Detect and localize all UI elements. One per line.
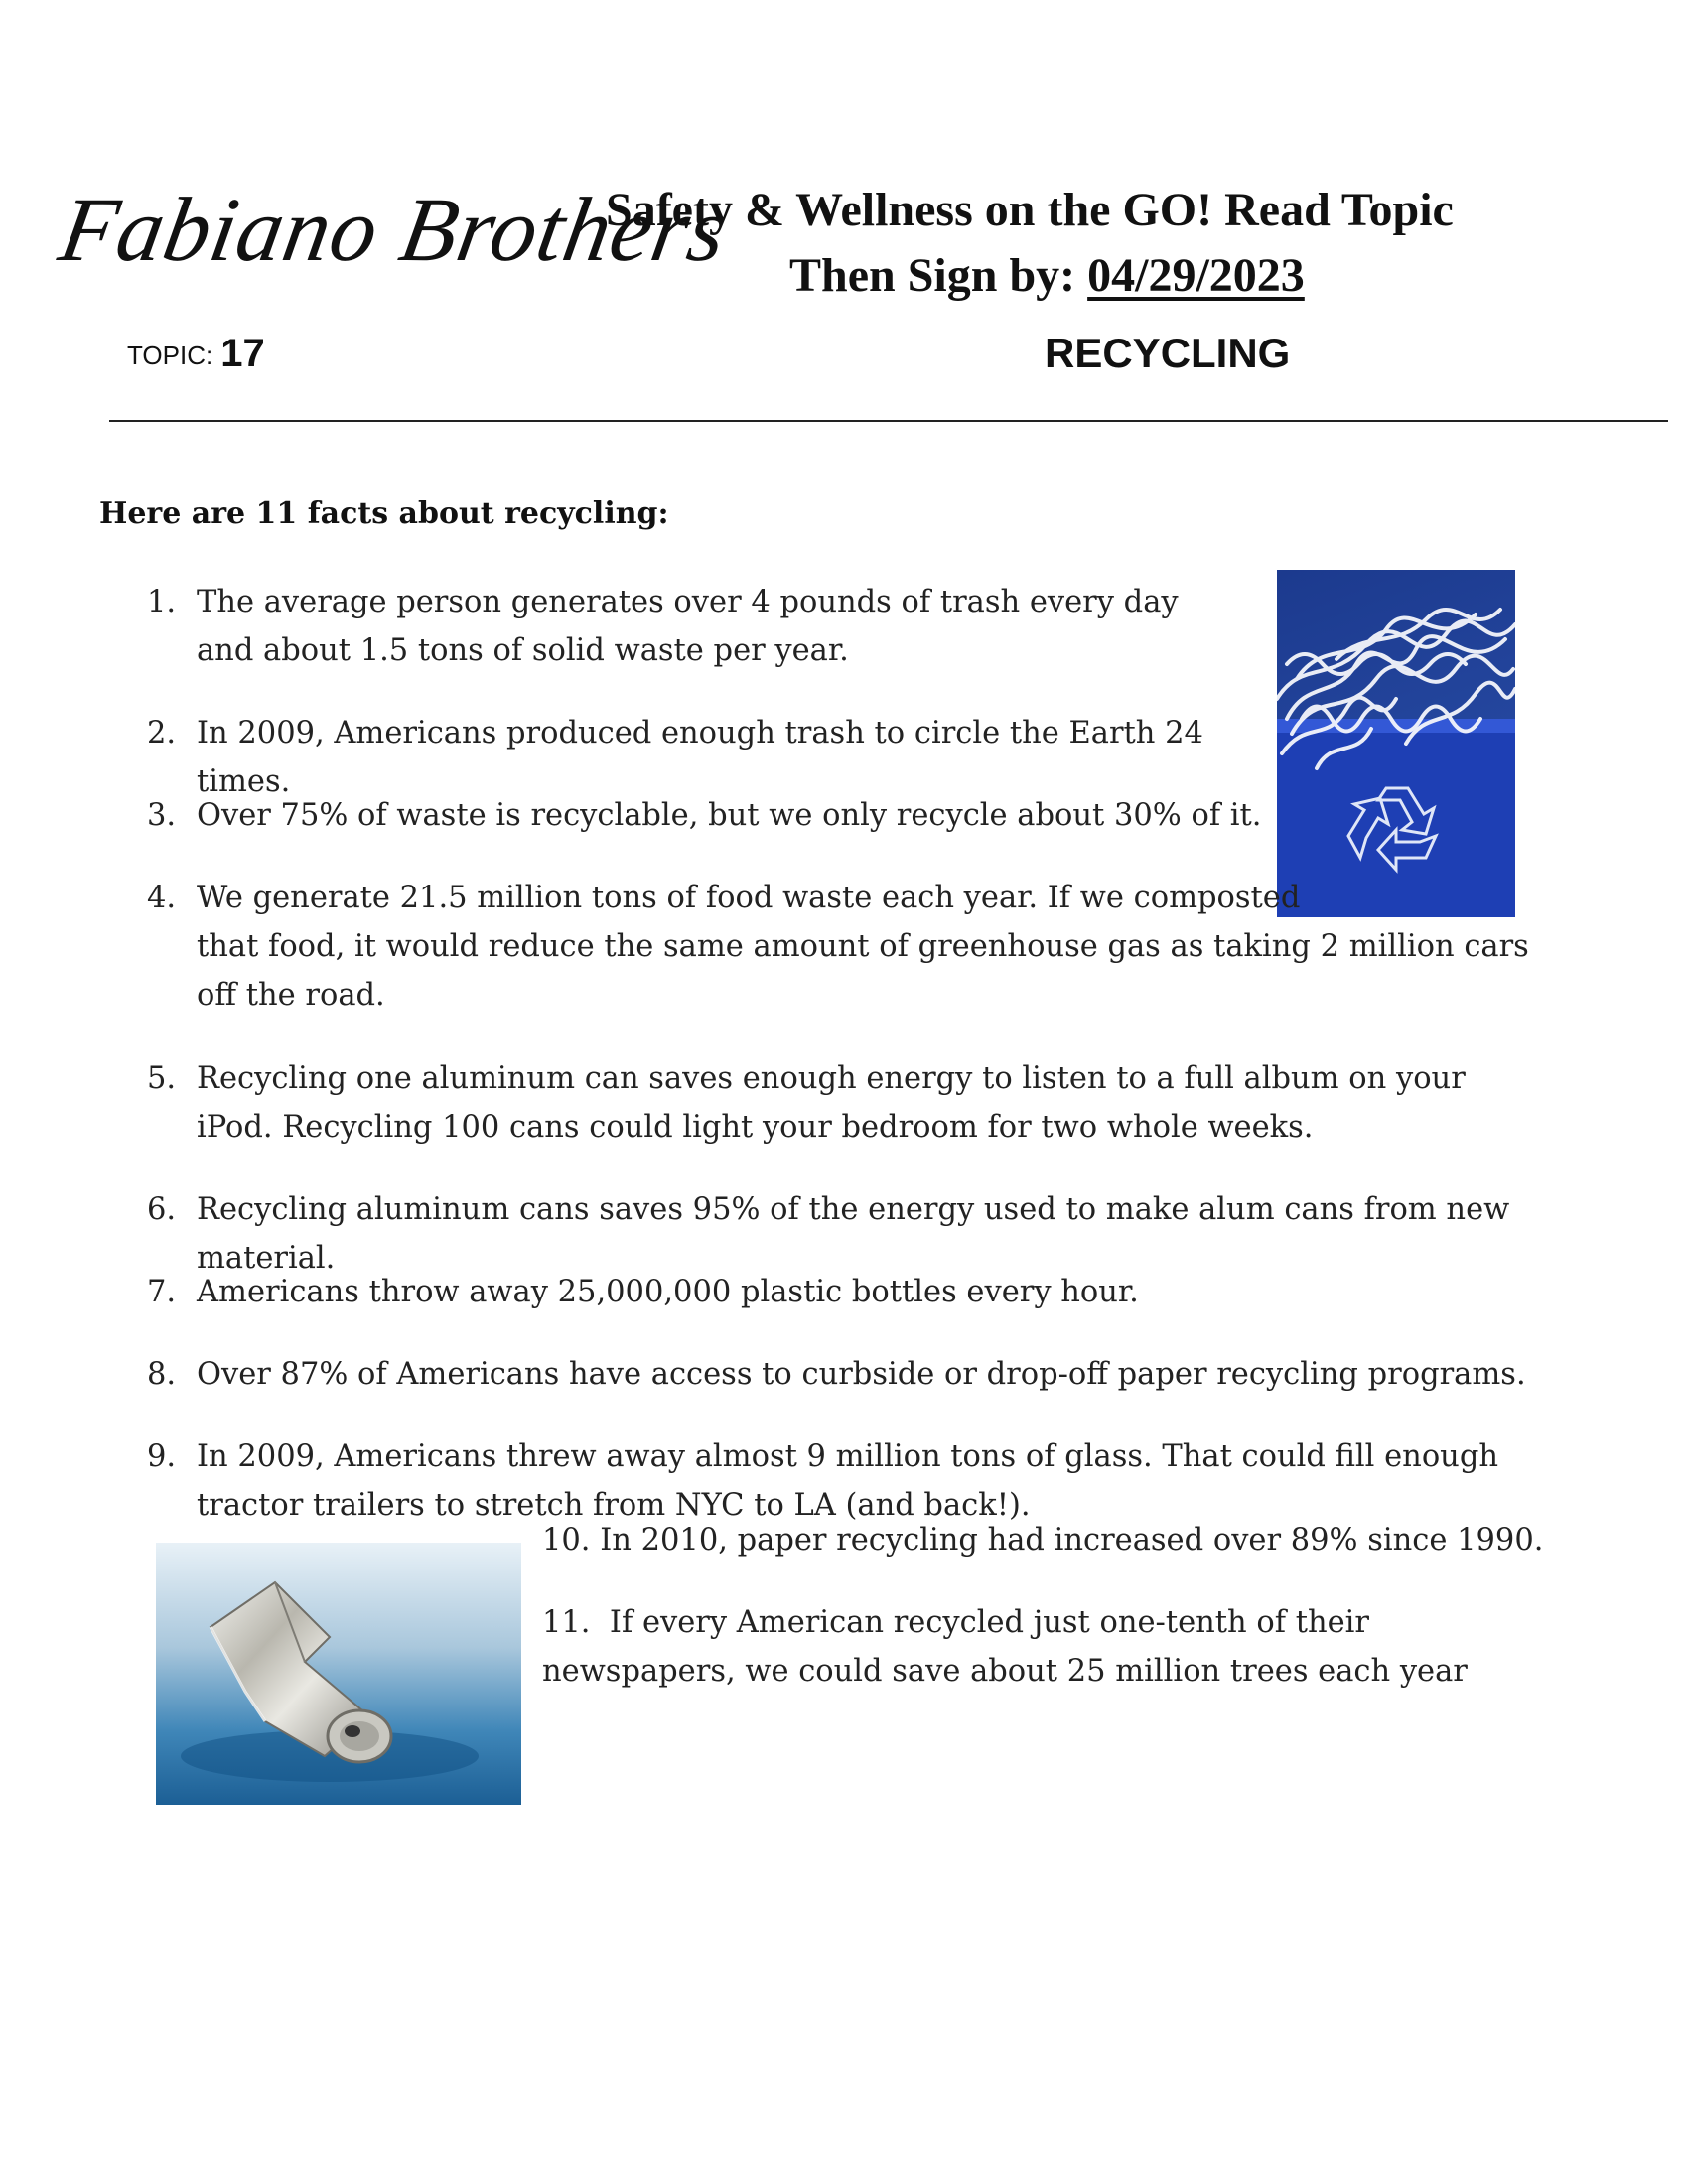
sign-by-label: Then Sign by: [789,249,1088,302]
fact-item [147,1350,1587,1399]
fact-text: In 2009, Americans produced enough trash to circle the Earth 24 times. [197,716,1203,799]
fact-text: In 2010, paper recycling had increased over 89% since 1990. [600,1523,1544,1558]
fact-number: 4. [147,881,177,915]
fact-item [542,1516,1595,1565]
fact-number: 10. [542,1523,591,1558]
fact-text-line2: that food, it would reduce the same amount of greenhouse gas as taking 2 million cars off the road. [197,929,1529,1013]
fact-number: 11. [542,1605,591,1640]
recycle-bin-image [1277,570,1515,917]
topic-label: TOPIC: [127,341,213,370]
sign-by-line [789,248,1305,303]
fact-number: 2. [147,716,177,751]
crushed-can-image [156,1543,521,1805]
topic-line [127,330,265,374]
recycle-bin-illustration [1277,570,1515,917]
fact-text: Recycling one aluminum can saves enough energy to listen to a full album on your iPod. Recycling 100 cans could light your bedroom for two whole weeks. [197,1061,1466,1145]
topic-number: 17 [220,332,265,375]
fact-text-line1: We generate 21.5 million tons of food waste each year. If we composted [197,881,1301,915]
intro-heading: Here are 11 facts about recycling: [99,496,669,531]
fact-item [147,874,1567,1020]
header-divider [109,420,1668,422]
fact-text: Over 75% of waste is recyclable, but we only recycle about 30% of it. [197,798,1262,833]
fact-text: If every American recycled just one-tenth of their newspapers, we could save about 25 million trees each year [542,1605,1468,1689]
fact-number: 8. [147,1357,177,1392]
fact-text: Americans throw away 25,000,000 plastic bottles every hour. [197,1275,1139,1309]
fact-number: 9. [147,1439,177,1474]
fact-text: In 2009, Americans threw away almost 9 million tons of glass. That could fill enough tractor trailers to stretch from NYC to LA (and back!). [197,1439,1498,1523]
crushed-can-illustration [156,1543,521,1805]
fact-text: Over 87% of Americans have access to curbside or drop-off paper recycling programs. [197,1357,1526,1392]
fact-text: Recycling aluminum cans saves 95% of the energy used to make alum cans from new material. [197,1192,1510,1276]
fact-text: The average person generates over 4 pounds of trash every day and about 1.5 tons of solid waste per year. [197,585,1179,668]
sign-by-date: 04/29/2023 [1087,249,1305,302]
fact-item [147,1268,1587,1316]
fact-item [147,791,1269,840]
fact-item [147,578,1190,675]
fact-number: 6. [147,1192,177,1227]
fact-number: 7. [147,1275,177,1309]
fact-item [147,1054,1507,1152]
page-title: Safety & Wellness on the GO! Read Topic [606,184,1454,236]
fact-number: 1. [147,585,177,619]
fact-number: 3. [147,798,177,833]
topic-subject: RECYCLING [1045,330,1291,376]
fact-item [542,1598,1565,1696]
company-logo: Fabiano Brothers [53,179,736,280]
fact-number: 5. [147,1061,177,1096]
